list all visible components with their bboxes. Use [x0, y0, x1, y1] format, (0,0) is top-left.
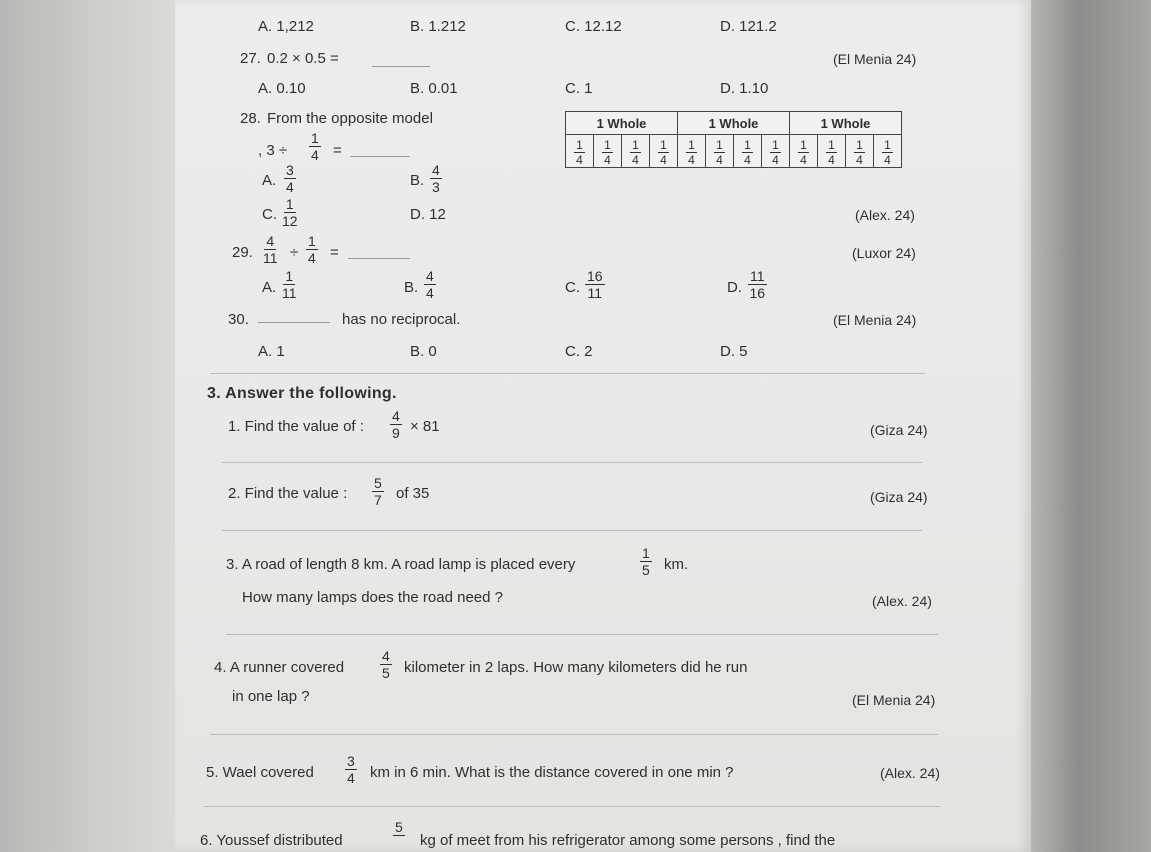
model-quarter-fraction: $\frac{1}{4}$ [772, 137, 779, 167]
problem-5-fraction: $\frac{3}{4}$ [347, 753, 355, 786]
q30-prompt: has no reciprocal. [342, 311, 461, 328]
model-quarter-cell [874, 135, 902, 168]
model-quarter-cell [818, 135, 846, 168]
problem-2-answer-line [222, 530, 922, 531]
problem-6-text: 6. Youssef distributed [200, 832, 343, 849]
problem-1-answer-line [222, 462, 922, 463]
model-quarter-cell [706, 135, 734, 168]
q29-choice-c-fraction: $\frac{16}{11}$ [587, 268, 603, 301]
q28-choice-b-fraction: $\frac{4}{3}$ [432, 162, 440, 195]
model-quarter-fraction: $\frac{1}{4}$ [744, 137, 751, 167]
q27-choice-a: A. 0.10 [258, 80, 306, 97]
q28-choice-c-label: C. [262, 206, 277, 223]
problem-6-rest: kg of meet from his refrigerator among some persons , find the [420, 832, 836, 849]
q28-choice-a-fraction: $\frac{3}{4}$ [286, 162, 294, 195]
q26-choice-d: D. 121.2 [720, 18, 777, 35]
problem-2-fraction: $\frac{5}{7}$ [374, 475, 382, 508]
q27-choice-c: C. 1 [565, 80, 593, 97]
model-quarter-cell [650, 135, 678, 168]
q28-choice-b-label: B. [410, 172, 425, 189]
q29-operator: ÷ [290, 244, 299, 261]
model-quarter-fraction: $\frac{1}{4}$ [660, 137, 667, 167]
problem-3-rest: km. [664, 556, 689, 573]
q29-equals: = [330, 244, 339, 261]
q30-number: 30. [228, 311, 249, 328]
problem-3-answer-line [226, 634, 938, 635]
q27-choice-b: B. 0.01 [410, 80, 458, 97]
model-quarter-fraction: $\frac{1}{4}$ [884, 137, 891, 167]
model-quarter-cell [790, 135, 818, 168]
q29-choice-d-label: D. [727, 279, 742, 296]
problem-5-answer-line [204, 806, 940, 807]
background-right [1031, 0, 1151, 852]
q27-expression: 0.2 × 0.5 = [267, 50, 339, 67]
problem-3-source: (Alex. 24) [872, 593, 932, 609]
model-quarter-cell [762, 135, 790, 168]
q29-fraction-2: $\frac{1}{4}$ [308, 233, 316, 266]
q30-choice-b: B. 0 [410, 343, 437, 360]
model-quarter-cell [678, 135, 706, 168]
fraction-model [565, 111, 902, 168]
model-whole-2: 1 Whole [678, 112, 790, 135]
section-3-title: 3. Answer the following. [207, 385, 397, 402]
problem-1-rest: × 81 [410, 418, 440, 435]
q28-equals: = [333, 142, 342, 159]
q30-choice-d: D. 5 [720, 343, 748, 360]
problem-2-rest: of 35 [396, 485, 430, 502]
q28-choice-a-label: A. [262, 172, 277, 189]
problem-1-source: (Giza 24) [870, 422, 928, 438]
background-left [0, 0, 175, 852]
q27-number: 27. [240, 50, 261, 67]
model-quarter-cell [594, 135, 622, 168]
model-quarter-fraction: $\frac{1}{4}$ [828, 137, 835, 167]
q29-source: (Luxor 24) [852, 245, 916, 261]
problem-2-text: 2. Find the value : [228, 485, 348, 502]
q30-source: (El Menia 24) [833, 312, 917, 328]
q26-choice-a: A. 1,212 [258, 18, 314, 35]
q29-choice-c-label: C. [565, 279, 580, 296]
model-quarter-cell [734, 135, 762, 168]
problem-5-source: (Alex. 24) [880, 765, 940, 781]
q29-answer-blank [348, 258, 410, 259]
problem-4-answer-line [210, 734, 938, 735]
q27-answer-blank [372, 66, 430, 67]
model-quarter-fraction: $\frac{1}{4}$ [576, 137, 583, 167]
q26-choice-c: C. 12.12 [565, 18, 622, 35]
problem-1-text: 1. Find the value of : [228, 418, 364, 435]
q28-prompt: From the opposite model [267, 110, 433, 127]
q30-answer-blank [258, 322, 330, 323]
model-whole-1: 1 Whole [566, 112, 678, 135]
problem-6-fraction: 5 [395, 819, 403, 835]
q28-number: 28. [240, 110, 261, 127]
q30-choice-a: A. 1 [258, 343, 285, 360]
problem-5-text: 5. Wael covered [206, 764, 314, 781]
model-quarter-fraction: $\frac{1}{4}$ [688, 137, 695, 167]
q28-choice-c-fraction: $\frac{1}{12}$ [282, 196, 298, 229]
model-quarter-fraction: $\frac{1}{4}$ [716, 137, 723, 167]
problem-5-rest: km in 6 min. What is the distance covered in one min ? [370, 764, 734, 781]
q26-choice-b: B. 1.212 [410, 18, 466, 35]
problem-4-fraction: $\frac{4}{5}$ [382, 648, 390, 681]
model-quarter-fraction: $\frac{1}{4}$ [604, 137, 611, 167]
model-quarter-fraction: $\frac{1}{4}$ [632, 137, 639, 167]
problem-3-fraction: $\frac{1}{5}$ [642, 545, 650, 578]
q29-choice-d-fraction: $\frac{11}{16}$ [749, 268, 766, 301]
problem-3-line-2: How many lamps does the road need ? [242, 589, 503, 606]
model-quarter-fraction: $\frac{1}{4}$ [856, 137, 863, 167]
q29-fraction-1: $\frac{4}{11}$ [263, 233, 278, 266]
problem-3-text: 3. A road of length 8 km. A road lamp is placed every [226, 556, 576, 573]
model-quarter-cell [622, 135, 650, 168]
section-divider [210, 373, 925, 374]
q29-choice-a-label: A. [262, 279, 277, 296]
model-quarter-fraction: $\frac{1}{4}$ [800, 137, 807, 167]
q28-source: (Alex. 24) [855, 207, 915, 223]
model-quarter-cell [566, 135, 594, 168]
problem-4-source: (El Menia 24) [852, 692, 936, 708]
q29-number: 29. [232, 244, 253, 261]
q27-source: (El Menia 24) [833, 51, 917, 67]
q29-choice-b-label: B. [404, 279, 419, 296]
model-quarter-cell [846, 135, 874, 168]
problem-4-line-2: in one lap ? [232, 688, 310, 705]
model-whole-3: 1 Whole [790, 112, 902, 135]
q27-choice-d: D. 1.10 [720, 80, 769, 97]
q28-fraction: $\frac{1}{4}$ [311, 130, 319, 163]
problem-4-rest: kilometer in 2 laps. How many kilometers did he run [404, 659, 748, 676]
problem-2-source: (Giza 24) [870, 489, 928, 505]
q28-choice-d: D. 12 [410, 206, 446, 223]
q30-choice-c: C. 2 [565, 343, 593, 360]
problem-1-fraction: $\frac{4}{9}$ [392, 408, 400, 441]
q28-expression: , 3 ÷ [258, 142, 288, 159]
problem-4-text: 4. A runner covered [214, 659, 345, 676]
q29-choice-a-fraction: $\frac{1}{11}$ [282, 268, 297, 301]
q29-choice-b-fraction: $\frac{4}{4}$ [426, 268, 434, 301]
q28-answer-blank [350, 156, 410, 157]
